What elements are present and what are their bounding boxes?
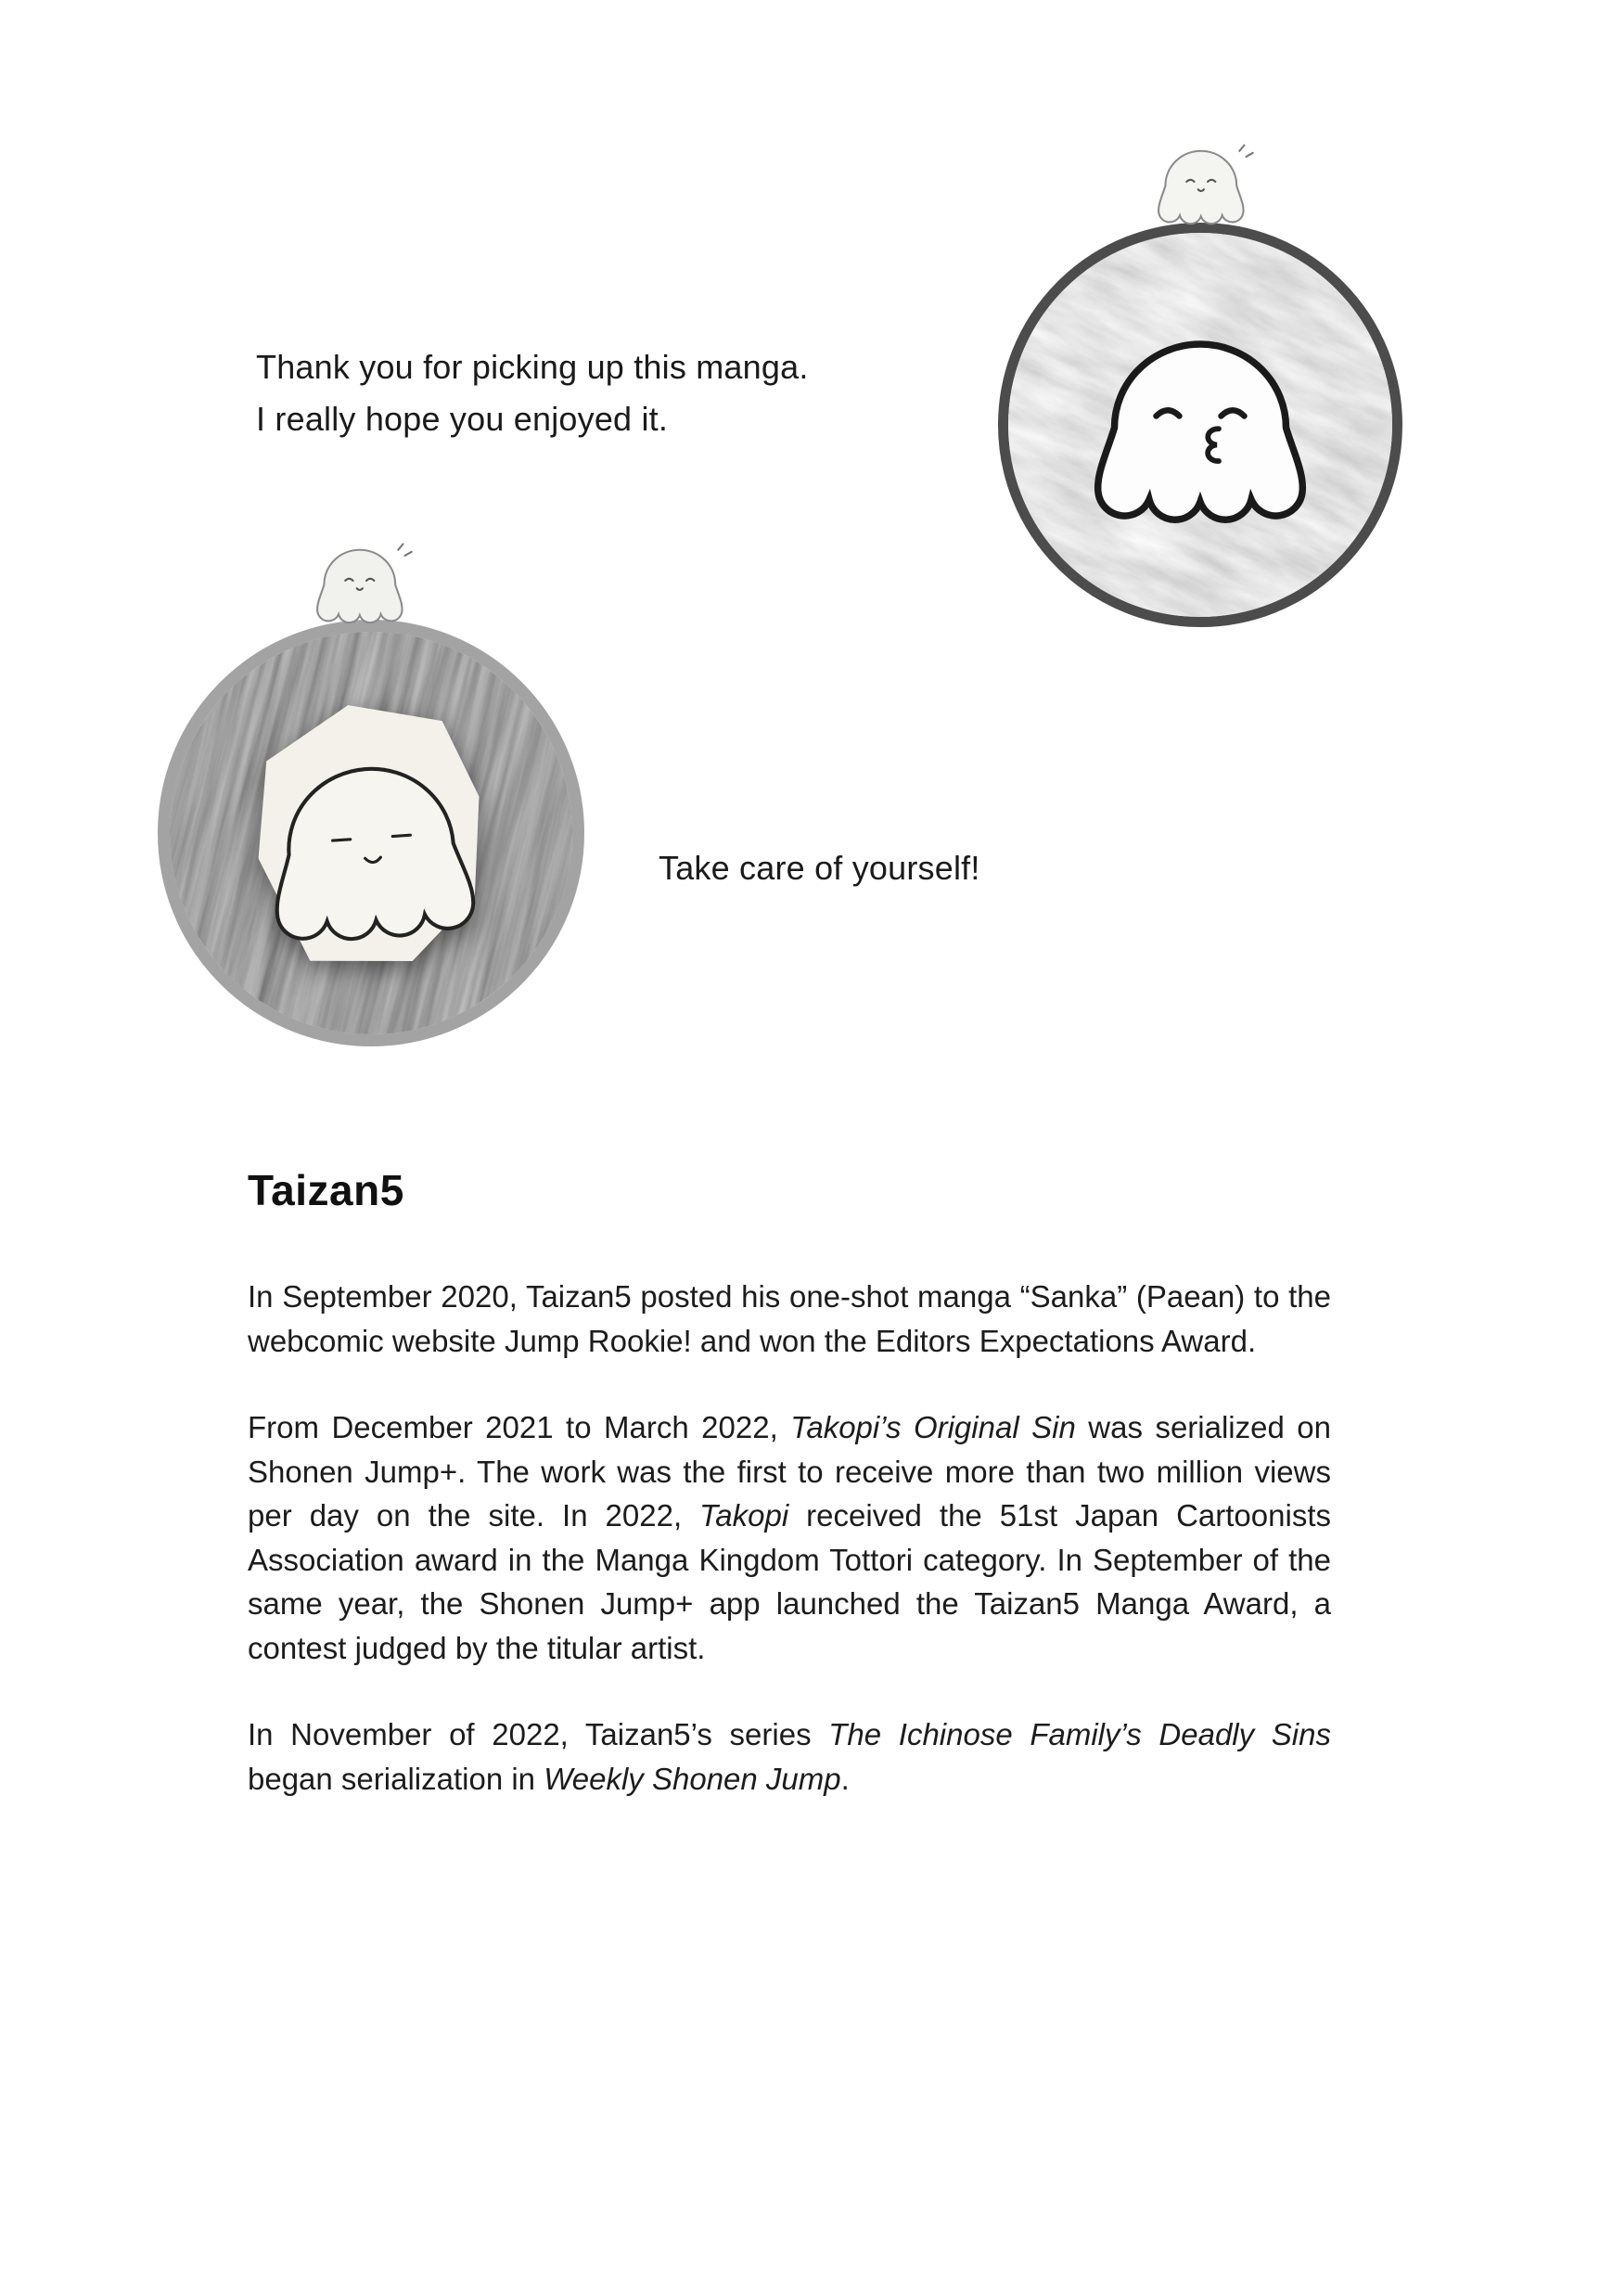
paper-cutout-illustration [248, 695, 491, 975]
bio-p3-title-ichinose: The Ichinose Family’s Deadly Sins [828, 1717, 1331, 1752]
sparkle-marks-icon [1239, 146, 1253, 157]
bio-p1-text: In September 2020, Taizan5 posted his one-shot manga “Sanka” (Paean) to the webcomic website Jump Rookie! and won the Editors Expectations Award. [248, 1279, 1331, 1358]
bio-paragraph-3 [248, 1712, 1331, 1801]
bio-paragraph-2 [248, 1405, 1331, 1670]
author-bio-section [248, 1165, 1331, 1801]
take-care-message: Take care of yourself! [659, 849, 980, 887]
thanks-message [256, 341, 809, 445]
bio-p3-title-wsj: Weekly Shonen Jump [544, 1761, 841, 1796]
thanks-line-2: I really hope you enjoyed it. [256, 399, 669, 438]
bio-p2-seg-0: From December 2021 to March 2022, [248, 1410, 791, 1445]
small-octopus-mascot-icon [1153, 141, 1259, 228]
bio-p2-seg-4: received the 51st Japan Cartoonists Association award in the Manga Kingdom Tottori category. In September of the same year, the Shonen Jump+ app launched the Taizan5 Manga Award, a contest judged by the titular artist. [248, 1498, 1331, 1665]
bio-p3-seg-4: . [840, 1761, 850, 1796]
bio-p2-title-takopi: Takopi’s Original Sin [790, 1410, 1076, 1445]
bio-p3-seg-2: began serialization in [248, 1761, 544, 1796]
takopi-on-fur-photo [998, 223, 1402, 627]
bio-paragraph-1 [248, 1275, 1331, 1363]
thanks-line-1: Thank you for picking up this manga. [256, 348, 809, 386]
takopi-paper-cutout-on-hair-photo [158, 620, 584, 1046]
bio-p3-seg-0: In November of 2022, Taizan5’s series [248, 1717, 829, 1752]
takopi-octopus-drawing-icon [1084, 321, 1316, 530]
sparkle-marks-icon [398, 545, 412, 556]
author-name-heading: Taizan5 [248, 1166, 404, 1214]
bio-p2-title-takopi-short: Takopi [699, 1498, 789, 1533]
bio-p2-seg-2: was serialized on Shonen Jump+. The work was the first to receive more than two million views per day on the site. In 2022, [248, 1410, 1332, 1533]
small-octopus-mascot-icon [312, 540, 417, 627]
